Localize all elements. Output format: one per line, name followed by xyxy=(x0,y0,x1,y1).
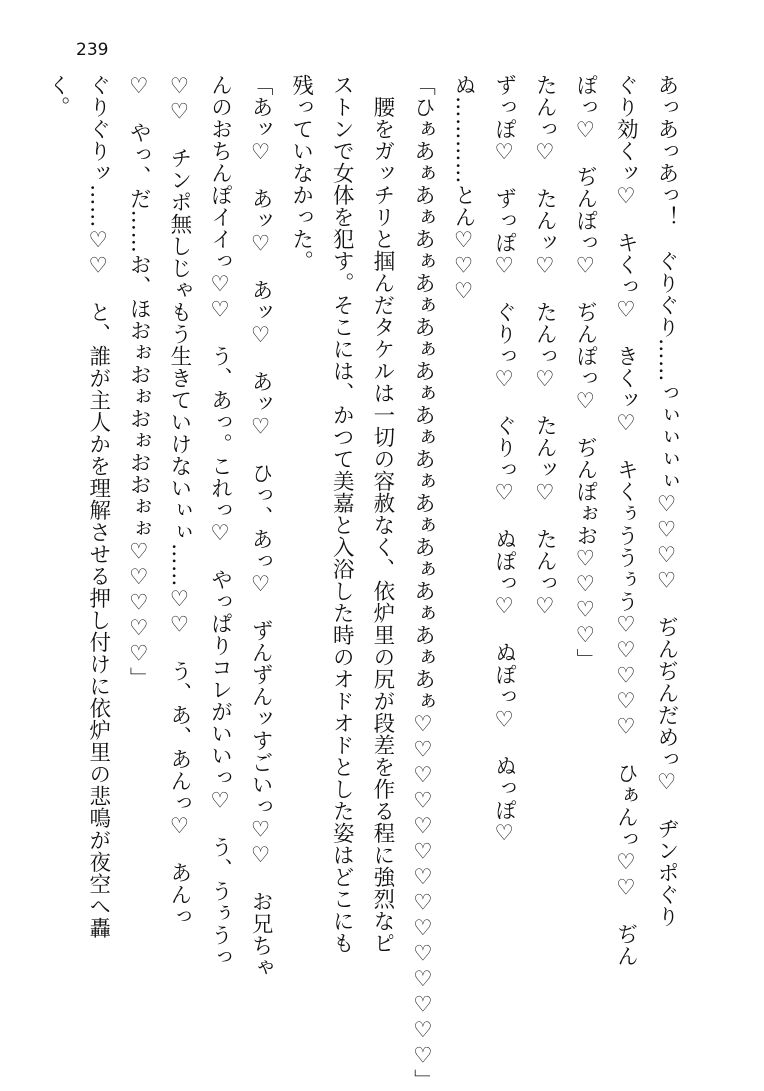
text-line: ストンで女体を犯す。そこには、かつて美嘉と入浴した時のオドオドとした姿はどこにも xyxy=(329,74,355,954)
text-line: ♡♡ チンポ無しじゃもう生きていけないぃぃ……♡♡ う、あ、あんっ♡ あんっ xyxy=(166,74,192,928)
page-number: 239 xyxy=(76,40,109,60)
text-line: ぽっ♡ ぢんぽっ♡ ぢんぽっ♡ ぢんぽぉお♡♡♡♡」 xyxy=(572,74,598,671)
text-line: ♡ やっ、だ……お、ほおぉおぉおぉおおぉぉ♡♡♡♡♡」 xyxy=(126,74,152,689)
text-line: 腰をガッチリと掴んだタケルは一切の容赦なく、依炉里の尻が段差を作る程に強烈なピ xyxy=(369,74,395,954)
text-line: ずっぽ♡ ずっぽ♡ ぐりっ♡ ぐりっ♡ ぬぽっ♡ ぬぽっ♡ ぬっぽ♡ xyxy=(491,74,517,847)
text-line: ぐり効くッ♡ キくっ♡ きくッ♡ キくぅううぅう♡♡♡♡♡ ひぁんっ♡♡ ぢん xyxy=(613,74,639,967)
text-line: ぬ…………とん♡♡♡ xyxy=(451,74,477,305)
text-line: たんっ♡ たんッ♡ たんっ♡ たんッ♡ たんっ♡ xyxy=(532,74,558,620)
vertical-text-body xyxy=(37,74,687,1091)
text-line: 残っていなかった。 xyxy=(288,74,314,272)
text-line: ぐりぐりッ……♡♡ と、誰が主人かを理解させる押し付けに依炉里の悲鳴が夜空へ轟 xyxy=(85,74,111,939)
text-line: 「ひぁあぁあぁあぁあぁあぁあぁあぁあぁあぁあぁあぁあぁあぁ♡♡♡♡♡♡♡♡♡♡♡♡♡♡」 xyxy=(410,74,436,1091)
text-line: あっあっあっ！ ぐりぐり……っぃぃぃぃ♡♡♡♡ ぢんぢんだめっ♡ ヂンポぐり xyxy=(654,74,679,928)
text-line: 「あッ♡ あッ♡ あッ♡ あッ♡ ひっ、あっ♡ ずんずんッすごいっ♡♡ お兄ちゃ xyxy=(248,74,274,979)
text-line: んのおちんぽイイっ♡♡ う、あっ。これっ♡ やっぱりコレがいいっ♡ う、うぅうっ xyxy=(207,74,233,968)
text-line: く。 xyxy=(45,74,71,118)
